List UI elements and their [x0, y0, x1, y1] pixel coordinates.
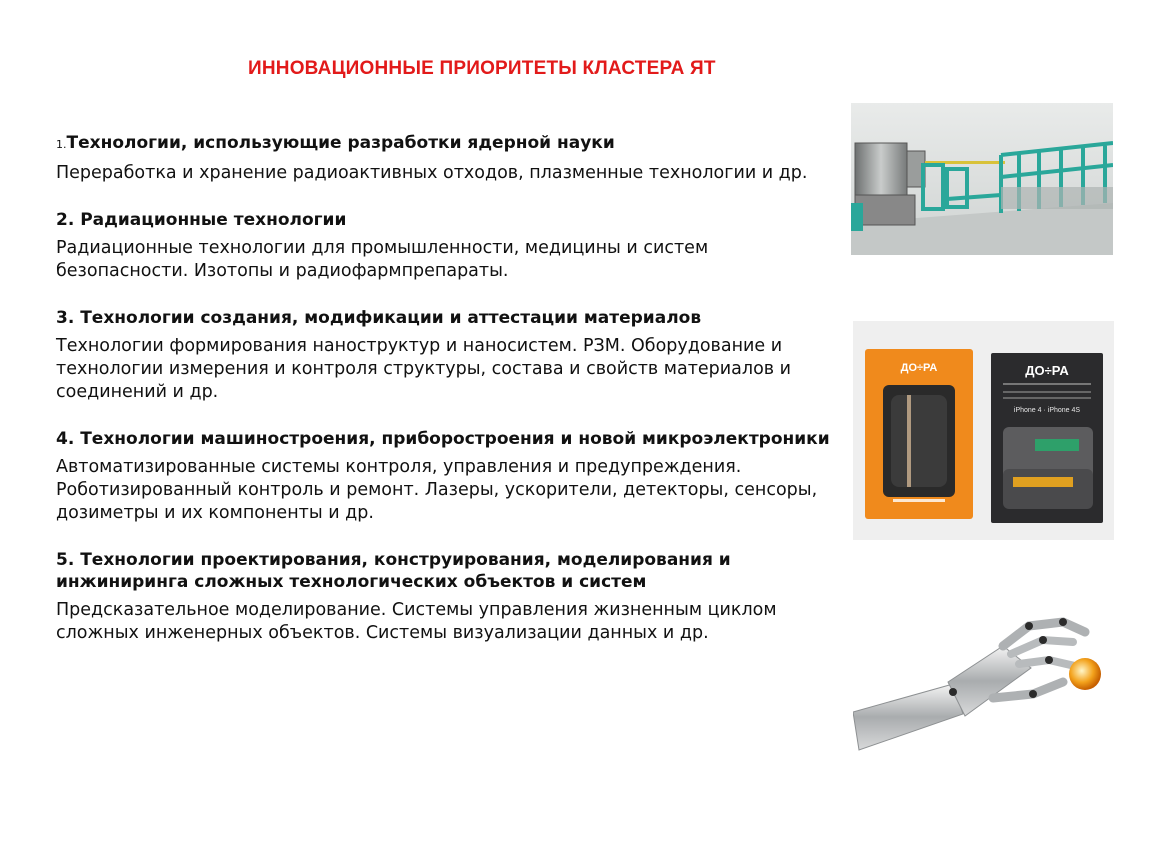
list-item — [56, 307, 836, 404]
list-item — [56, 209, 836, 283]
item-heading: 5. Технологии проектирования, конструирования, моделирования и инжиниринга сложных технологических объектов и систем — [56, 550, 731, 592]
list-item — [56, 549, 836, 645]
dosimeter-packages-image — [853, 321, 1114, 540]
item-description: Переработка и хранение радиоактивных отходов, плазменные технологии и др. — [56, 163, 808, 183]
item-heading-text: Технологии, использующие разработки ядерной науки — [66, 133, 615, 153]
orange-package-logo: ДО÷РА — [900, 362, 938, 374]
item-description: Радиационные технологии для промышленности, медицины и систем безопасности. Изотопы и радиофармпрепараты. — [56, 238, 709, 281]
machine-line-image — [851, 103, 1113, 255]
item-heading: 2. Радиационные технологии — [56, 210, 347, 230]
item-heading: 4. Технологии машиностроения, приборостроения и новой микроэлектроники — [56, 429, 830, 449]
dark-package-subtitle: iPhone 4 · iPhone 4S — [1013, 407, 1081, 414]
list-item — [56, 428, 836, 525]
item-heading — [56, 132, 836, 156]
dark-package-logo: ДО÷РА — [1025, 363, 1069, 378]
item-heading: 3. Технологии создания, модификации и аттестации материалов — [56, 308, 702, 328]
item-description: Автоматизированные системы контроля, управления и предупреждения. Роботизированный контроль и ремонт. Лазеры, ускорители, детекторы, сенсоры, дозиметры и их компоненты и др. — [56, 457, 818, 523]
robotic-hand-image — [853, 602, 1115, 768]
item-description: Предсказательное моделирование. Системы управления жизненным циклом сложных инженерных объектов. Системы визуализации данных и др. — [56, 600, 777, 643]
page-title: ИННОВАЦИОННЫЕ ПРИОРИТЕТЫ КЛАСТЕРА ЯТ — [248, 58, 716, 79]
item-description: Технологии формирования наноструктур и наносистем. РЗМ. Оборудование и технологии измерения и контроля структуры, состава и свойств материалов и соединений и др. — [56, 336, 792, 402]
list-item — [56, 132, 836, 185]
priorities-list — [56, 132, 836, 669]
item-number: 1. — [56, 138, 67, 151]
